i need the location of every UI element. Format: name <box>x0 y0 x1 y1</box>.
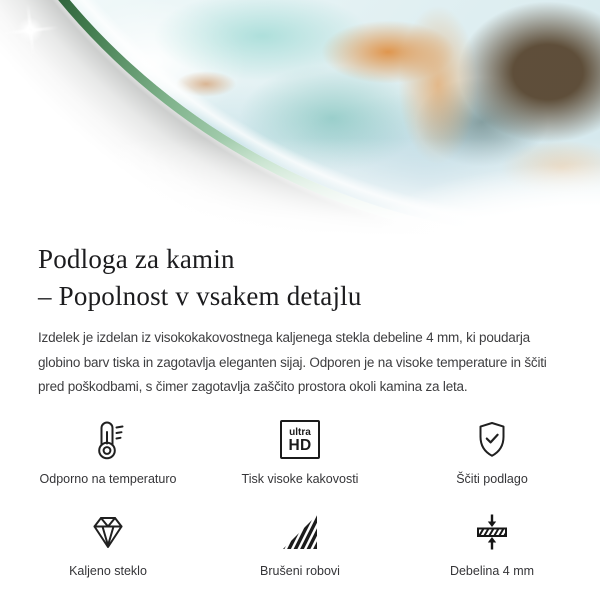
diamond-icon <box>86 510 130 554</box>
page-title-line1: Podloga za kamin <box>38 244 235 274</box>
photo-fade-overlay <box>0 0 600 238</box>
feature-label: Kaljeno steklo <box>69 563 147 578</box>
shield-check-icon <box>470 418 514 462</box>
feature-label: Ščiti podlago <box>456 471 528 486</box>
feature-label: Debelina 4 mm <box>449 563 535 578</box>
brushed-edges-icon <box>278 510 322 554</box>
feature-protection <box>396 410 588 486</box>
ultra-hd-badge-bottom: HD <box>288 436 312 454</box>
ultra-hd-badge <box>280 420 320 459</box>
product-photo <box>0 0 600 238</box>
feature-label: Odporno na temperaturo <box>39 471 177 486</box>
product-info-section <box>0 241 600 400</box>
feature-tempered-glass <box>12 502 204 578</box>
feature-print-quality <box>204 410 396 486</box>
feature-label: Brušeni robovi <box>260 563 340 578</box>
feature-temperature <box>12 410 204 486</box>
sparkle-glow <box>16 16 45 45</box>
page-title <box>38 241 562 315</box>
feature-label: Tisk visoke kakovosti <box>241 471 359 486</box>
sparkle-icon <box>0 0 63 63</box>
product-description: Izdelek je izdelan iz visokokakovostnega kaljenega stekla debeline 4 mm, ki poudarja globino barv tiska in zagotavlja eleganten sijaj. Odporen je na visoke temperature in ščiti pred poškodbami, s čimer zagotavlja zaščito prostora okoli kamina za leta. <box>38 330 547 394</box>
page-title-line2: – Popolnost v vsakem detajlu <box>38 281 362 311</box>
feature-grid <box>0 410 600 578</box>
feature-edges <box>204 502 396 578</box>
feature-thickness <box>396 502 588 578</box>
thermometer-icon <box>86 418 130 462</box>
thickness-icon <box>470 510 514 554</box>
ultra-hd-icon <box>278 418 322 462</box>
ultra-hd-badge-top: ultra <box>289 426 311 438</box>
